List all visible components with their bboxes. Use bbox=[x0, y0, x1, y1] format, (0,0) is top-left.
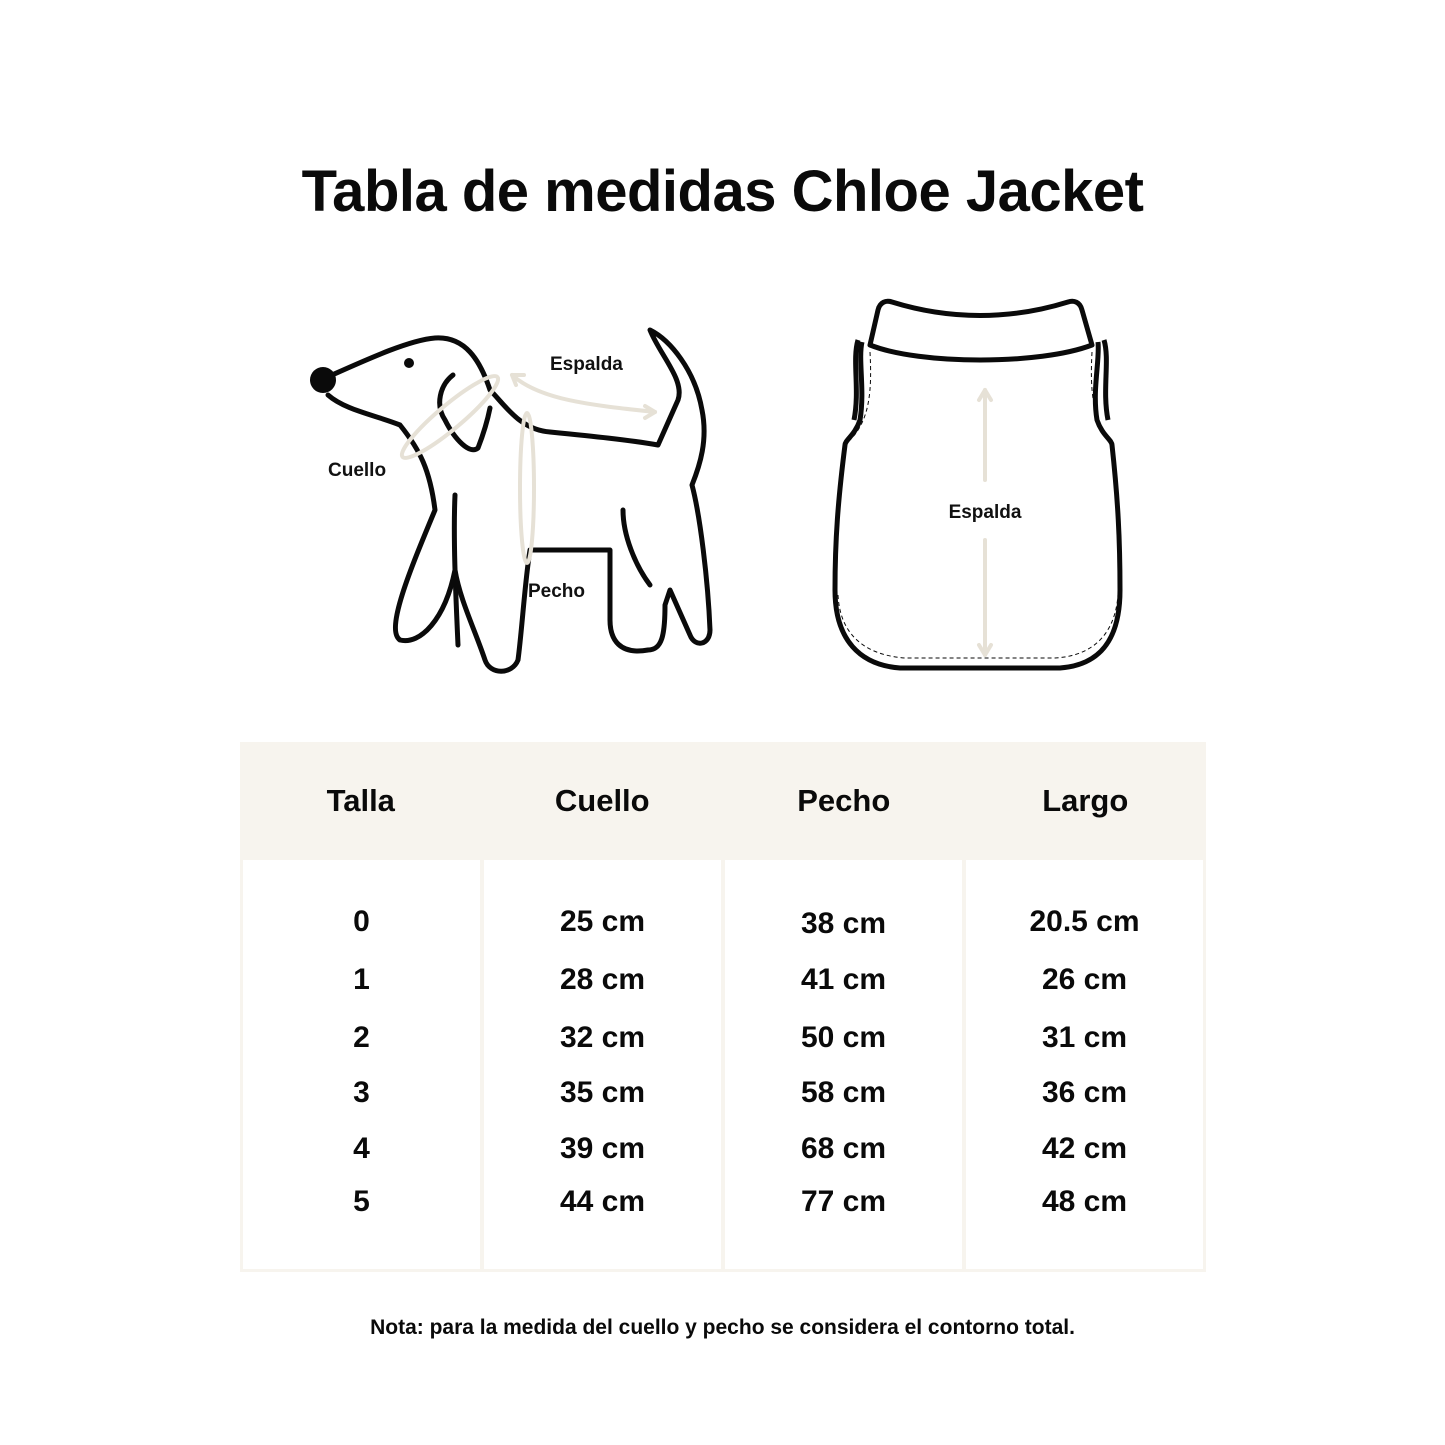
dog-measurement-diagram bbox=[290, 300, 730, 690]
table-cell: 5 bbox=[353, 1185, 370, 1218]
size-table bbox=[240, 742, 1206, 1272]
column-largo bbox=[966, 860, 1203, 1269]
table-cell: 44 cm bbox=[559, 1185, 646, 1218]
table-cell: 25 cm bbox=[559, 905, 646, 938]
header-cuello: Cuello bbox=[554, 783, 650, 818]
table-cell: 20.5 cm bbox=[1029, 905, 1140, 938]
jacket-outline-icon bbox=[820, 290, 1140, 680]
table-cell: 77 cm bbox=[800, 1185, 887, 1218]
table-cell: 4 bbox=[353, 1132, 370, 1165]
column-cuello bbox=[484, 860, 721, 1269]
header-pecho: Pecho bbox=[797, 783, 891, 818]
table-cell: 32 cm bbox=[559, 1021, 646, 1054]
table-cell: 26 cm bbox=[1041, 963, 1128, 996]
table-cell: 38 cm bbox=[800, 907, 887, 940]
table-cell: 41 cm bbox=[800, 963, 887, 996]
page-title: Tabla de medidas Chloe Jacket bbox=[301, 159, 1144, 224]
table-cell: 68 cm bbox=[800, 1132, 887, 1165]
espalda-label: Espalda bbox=[948, 502, 1022, 523]
cuello-label: Cuello bbox=[328, 460, 387, 481]
table-cell: 31 cm bbox=[1041, 1021, 1128, 1054]
table-cell: 1 bbox=[353, 963, 370, 996]
header-talla: Talla bbox=[326, 783, 395, 818]
table-body bbox=[243, 860, 1203, 1269]
table-header bbox=[240, 742, 1206, 860]
table-cell: 36 cm bbox=[1041, 1076, 1128, 1109]
espalda-label: Espalda bbox=[550, 354, 623, 375]
table-cell: 58 cm bbox=[800, 1076, 887, 1109]
column-talla bbox=[243, 860, 480, 1269]
dog-outline-icon bbox=[290, 300, 730, 690]
table-cell: 48 cm bbox=[1041, 1185, 1128, 1218]
table-cell: 39 cm bbox=[559, 1132, 646, 1165]
table-cell: 42 cm bbox=[1041, 1132, 1128, 1165]
pecho-label: Pecho bbox=[528, 581, 586, 602]
column-pecho bbox=[725, 860, 962, 1269]
header-largo: Largo bbox=[1042, 783, 1129, 818]
table-cell: 28 cm bbox=[559, 963, 646, 996]
jacket-measurement-diagram bbox=[820, 290, 1140, 680]
table-cell: 2 bbox=[353, 1021, 370, 1054]
table-cell: 0 bbox=[353, 905, 370, 938]
footnote: Nota: para la medida del cuello y pecho se considera el contorno total. bbox=[370, 1316, 1075, 1339]
table-cell: 3 bbox=[353, 1076, 370, 1109]
table-cell: 50 cm bbox=[800, 1021, 887, 1054]
table-cell: 35 cm bbox=[559, 1076, 646, 1109]
